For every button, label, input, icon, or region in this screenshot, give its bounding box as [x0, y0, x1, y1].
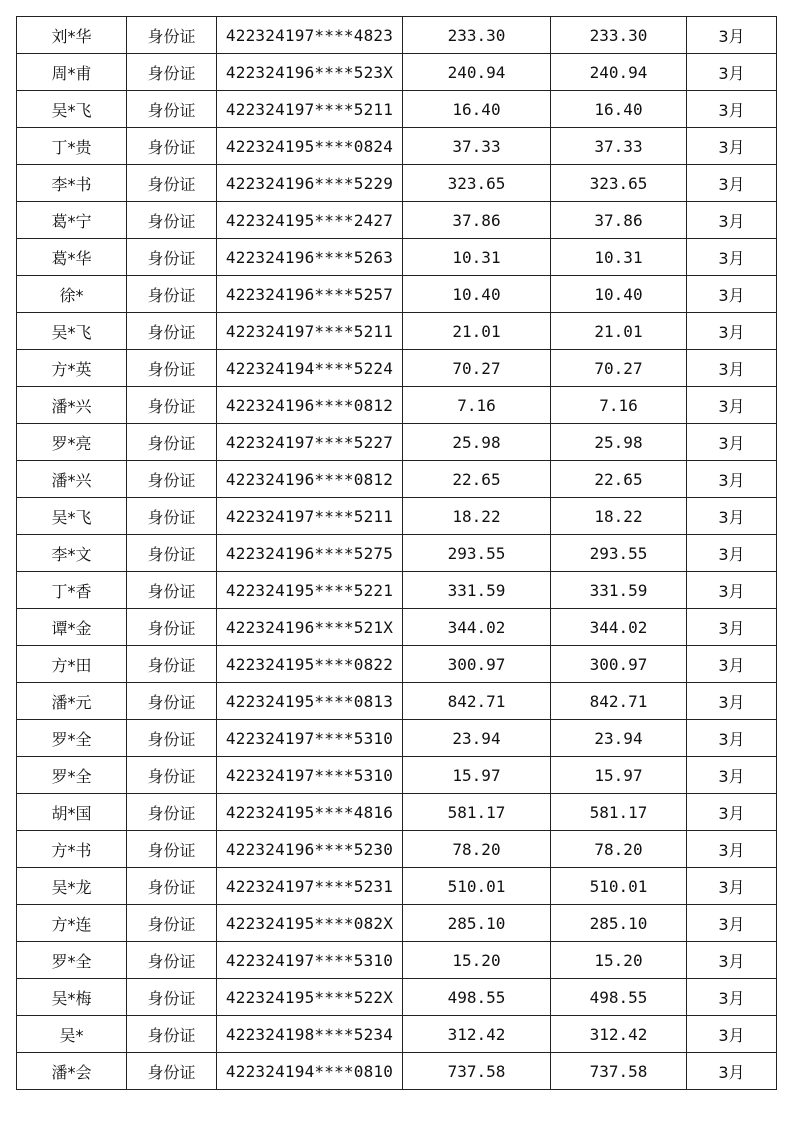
month-cell: 3月 — [687, 757, 777, 794]
month-cell: 3月 — [687, 202, 777, 239]
name-cell: 方*连 — [17, 905, 127, 942]
name-cell: 罗*亮 — [17, 424, 127, 461]
paid-amount-cell: 16.40 — [551, 91, 687, 128]
paid-amount-cell: 10.31 — [551, 239, 687, 276]
id-number-cell: 422324197****5310 — [217, 757, 403, 794]
paid-amount-cell: 344.02 — [551, 609, 687, 646]
amount-cell: 240.94 — [403, 54, 551, 91]
amount-cell: 285.10 — [403, 905, 551, 942]
id-number-cell: 422324194****0810 — [217, 1053, 403, 1090]
id-number-cell: 422324197****5310 — [217, 720, 403, 757]
paid-amount-cell: 737.58 — [551, 1053, 687, 1090]
table-row — [17, 720, 777, 757]
amount-cell: 37.33 — [403, 128, 551, 165]
paid-amount-cell: 23.94 — [551, 720, 687, 757]
id-number-cell: 422324195****2427 — [217, 202, 403, 239]
table-row — [17, 91, 777, 128]
month-cell: 3月 — [687, 54, 777, 91]
paid-amount-cell: 21.01 — [551, 313, 687, 350]
name-cell: 谭*金 — [17, 609, 127, 646]
month-cell: 3月 — [687, 165, 777, 202]
id-type-cell: 身份证 — [127, 794, 217, 831]
id-number-cell: 422324197****5211 — [217, 91, 403, 128]
month-cell: 3月 — [687, 350, 777, 387]
month-cell: 3月 — [687, 979, 777, 1016]
table-row — [17, 868, 777, 905]
id-number-cell: 422324195****4816 — [217, 794, 403, 831]
name-cell: 吴*飞 — [17, 313, 127, 350]
amount-cell: 70.27 — [403, 350, 551, 387]
data-table — [16, 16, 777, 1090]
amount-cell: 22.65 — [403, 461, 551, 498]
table-row — [17, 757, 777, 794]
id-type-cell: 身份证 — [127, 1016, 217, 1053]
table-row — [17, 535, 777, 572]
table-row — [17, 942, 777, 979]
paid-amount-cell: 37.86 — [551, 202, 687, 239]
table-row — [17, 683, 777, 720]
month-cell: 3月 — [687, 128, 777, 165]
amount-cell: 18.22 — [403, 498, 551, 535]
paid-amount-cell: 498.55 — [551, 979, 687, 1016]
paid-amount-cell: 312.42 — [551, 1016, 687, 1053]
amount-cell: 233.30 — [403, 17, 551, 54]
table-row — [17, 979, 777, 1016]
paid-amount-cell: 25.98 — [551, 424, 687, 461]
id-type-cell: 身份证 — [127, 350, 217, 387]
id-type-cell: 身份证 — [127, 17, 217, 54]
name-cell: 潘*兴 — [17, 461, 127, 498]
table-row — [17, 17, 777, 54]
month-cell: 3月 — [687, 794, 777, 831]
amount-cell: 842.71 — [403, 683, 551, 720]
id-type-cell: 身份证 — [127, 165, 217, 202]
table-row — [17, 202, 777, 239]
table-row — [17, 646, 777, 683]
id-type-cell: 身份证 — [127, 757, 217, 794]
id-number-cell: 422324196****0812 — [217, 461, 403, 498]
month-cell: 3月 — [687, 276, 777, 313]
amount-cell: 331.59 — [403, 572, 551, 609]
amount-cell: 21.01 — [403, 313, 551, 350]
id-number-cell: 422324195****0822 — [217, 646, 403, 683]
name-cell: 罗*全 — [17, 942, 127, 979]
name-cell: 周*甫 — [17, 54, 127, 91]
month-cell: 3月 — [687, 239, 777, 276]
table-row — [17, 313, 777, 350]
id-number-cell: 422324196****5229 — [217, 165, 403, 202]
amount-cell: 344.02 — [403, 609, 551, 646]
amount-cell: 737.58 — [403, 1053, 551, 1090]
name-cell: 胡*国 — [17, 794, 127, 831]
paid-amount-cell: 37.33 — [551, 128, 687, 165]
amount-cell: 15.97 — [403, 757, 551, 794]
amount-cell: 78.20 — [403, 831, 551, 868]
id-type-cell: 身份证 — [127, 1053, 217, 1090]
id-number-cell: 422324198****5234 — [217, 1016, 403, 1053]
paid-amount-cell: 581.17 — [551, 794, 687, 831]
paid-amount-cell: 70.27 — [551, 350, 687, 387]
table-row — [17, 905, 777, 942]
id-type-cell: 身份证 — [127, 535, 217, 572]
name-cell: 徐* — [17, 276, 127, 313]
month-cell: 3月 — [687, 905, 777, 942]
table-row — [17, 1016, 777, 1053]
id-number-cell: 422324194****5224 — [217, 350, 403, 387]
id-number-cell: 422324195****082X — [217, 905, 403, 942]
name-cell: 吴*飞 — [17, 91, 127, 128]
paid-amount-cell: 22.65 — [551, 461, 687, 498]
month-cell: 3月 — [687, 868, 777, 905]
name-cell: 罗*全 — [17, 757, 127, 794]
name-cell: 李*书 — [17, 165, 127, 202]
paid-amount-cell: 7.16 — [551, 387, 687, 424]
amount-cell: 312.42 — [403, 1016, 551, 1053]
paid-amount-cell: 240.94 — [551, 54, 687, 91]
month-cell: 3月 — [687, 17, 777, 54]
name-cell: 方*英 — [17, 350, 127, 387]
paid-amount-cell: 15.20 — [551, 942, 687, 979]
id-type-cell: 身份证 — [127, 868, 217, 905]
name-cell: 葛*华 — [17, 239, 127, 276]
table-row — [17, 498, 777, 535]
amount-cell: 25.98 — [403, 424, 551, 461]
month-cell: 3月 — [687, 498, 777, 535]
table-row — [17, 424, 777, 461]
table-body — [17, 17, 777, 1090]
amount-cell: 300.97 — [403, 646, 551, 683]
amount-cell: 293.55 — [403, 535, 551, 572]
id-type-cell: 身份证 — [127, 720, 217, 757]
id-type-cell: 身份证 — [127, 646, 217, 683]
amount-cell: 10.40 — [403, 276, 551, 313]
id-type-cell: 身份证 — [127, 202, 217, 239]
name-cell: 吴*梅 — [17, 979, 127, 1016]
id-number-cell: 422324196****5263 — [217, 239, 403, 276]
amount-cell: 323.65 — [403, 165, 551, 202]
name-cell: 丁*贵 — [17, 128, 127, 165]
id-number-cell: 422324196****5257 — [217, 276, 403, 313]
table-row — [17, 350, 777, 387]
name-cell: 潘*元 — [17, 683, 127, 720]
paid-amount-cell: 18.22 — [551, 498, 687, 535]
id-type-cell: 身份证 — [127, 91, 217, 128]
amount-cell: 16.40 — [403, 91, 551, 128]
id-type-cell: 身份证 — [127, 979, 217, 1016]
month-cell: 3月 — [687, 535, 777, 572]
amount-cell: 7.16 — [403, 387, 551, 424]
month-cell: 3月 — [687, 683, 777, 720]
table-row — [17, 609, 777, 646]
table-row — [17, 572, 777, 609]
id-number-cell: 422324195****5221 — [217, 572, 403, 609]
paid-amount-cell: 300.97 — [551, 646, 687, 683]
month-cell: 3月 — [687, 424, 777, 461]
paid-amount-cell: 15.97 — [551, 757, 687, 794]
id-number-cell: 422324197****5231 — [217, 868, 403, 905]
id-number-cell: 422324196****0812 — [217, 387, 403, 424]
id-type-cell: 身份证 — [127, 461, 217, 498]
id-number-cell: 422324196****5230 — [217, 831, 403, 868]
id-type-cell: 身份证 — [127, 831, 217, 868]
name-cell: 李*文 — [17, 535, 127, 572]
month-cell: 3月 — [687, 720, 777, 757]
month-cell: 3月 — [687, 572, 777, 609]
id-number-cell: 422324196****5275 — [217, 535, 403, 572]
table-row — [17, 128, 777, 165]
table-row — [17, 1053, 777, 1090]
table-row — [17, 461, 777, 498]
paid-amount-cell: 233.30 — [551, 17, 687, 54]
table-row — [17, 239, 777, 276]
month-cell: 3月 — [687, 609, 777, 646]
name-cell: 吴*飞 — [17, 498, 127, 535]
month-cell: 3月 — [687, 387, 777, 424]
id-type-cell: 身份证 — [127, 942, 217, 979]
id-number-cell: 422324196****523X — [217, 54, 403, 91]
id-type-cell: 身份证 — [127, 498, 217, 535]
amount-cell: 15.20 — [403, 942, 551, 979]
paid-amount-cell: 10.40 — [551, 276, 687, 313]
name-cell: 丁*香 — [17, 572, 127, 609]
table-row — [17, 831, 777, 868]
id-type-cell: 身份证 — [127, 128, 217, 165]
month-cell: 3月 — [687, 942, 777, 979]
id-type-cell: 身份证 — [127, 313, 217, 350]
name-cell: 潘*兴 — [17, 387, 127, 424]
paid-amount-cell: 510.01 — [551, 868, 687, 905]
amount-cell: 10.31 — [403, 239, 551, 276]
id-type-cell: 身份证 — [127, 683, 217, 720]
amount-cell: 510.01 — [403, 868, 551, 905]
paid-amount-cell: 78.20 — [551, 831, 687, 868]
amount-cell: 498.55 — [403, 979, 551, 1016]
id-type-cell: 身份证 — [127, 239, 217, 276]
amount-cell: 37.86 — [403, 202, 551, 239]
name-cell: 吴*龙 — [17, 868, 127, 905]
month-cell: 3月 — [687, 461, 777, 498]
id-type-cell: 身份证 — [127, 905, 217, 942]
paid-amount-cell: 323.65 — [551, 165, 687, 202]
paid-amount-cell: 293.55 — [551, 535, 687, 572]
month-cell: 3月 — [687, 646, 777, 683]
table-row — [17, 387, 777, 424]
month-cell: 3月 — [687, 1016, 777, 1053]
id-number-cell: 422324195****0824 — [217, 128, 403, 165]
amount-cell: 23.94 — [403, 720, 551, 757]
month-cell: 3月 — [687, 313, 777, 350]
id-number-cell: 422324197****4823 — [217, 17, 403, 54]
name-cell: 罗*全 — [17, 720, 127, 757]
name-cell: 方*书 — [17, 831, 127, 868]
month-cell: 3月 — [687, 91, 777, 128]
id-number-cell: 422324195****522X — [217, 979, 403, 1016]
name-cell: 吴* — [17, 1016, 127, 1053]
id-type-cell: 身份证 — [127, 609, 217, 646]
month-cell: 3月 — [687, 1053, 777, 1090]
table-row — [17, 165, 777, 202]
paid-amount-cell: 331.59 — [551, 572, 687, 609]
id-type-cell: 身份证 — [127, 424, 217, 461]
paid-amount-cell: 285.10 — [551, 905, 687, 942]
id-type-cell: 身份证 — [127, 387, 217, 424]
table-row — [17, 54, 777, 91]
id-type-cell: 身份证 — [127, 572, 217, 609]
name-cell: 潘*会 — [17, 1053, 127, 1090]
id-number-cell: 422324195****0813 — [217, 683, 403, 720]
name-cell: 葛*宁 — [17, 202, 127, 239]
id-number-cell: 422324197****5227 — [217, 424, 403, 461]
id-number-cell: 422324197****5310 — [217, 942, 403, 979]
paid-amount-cell: 842.71 — [551, 683, 687, 720]
amount-cell: 581.17 — [403, 794, 551, 831]
table-row — [17, 276, 777, 313]
id-number-cell: 422324197****5211 — [217, 498, 403, 535]
id-number-cell: 422324196****521X — [217, 609, 403, 646]
name-cell: 方*田 — [17, 646, 127, 683]
table-row — [17, 794, 777, 831]
id-number-cell: 422324197****5211 — [217, 313, 403, 350]
name-cell: 刘*华 — [17, 17, 127, 54]
month-cell: 3月 — [687, 831, 777, 868]
id-type-cell: 身份证 — [127, 54, 217, 91]
id-type-cell: 身份证 — [127, 276, 217, 313]
